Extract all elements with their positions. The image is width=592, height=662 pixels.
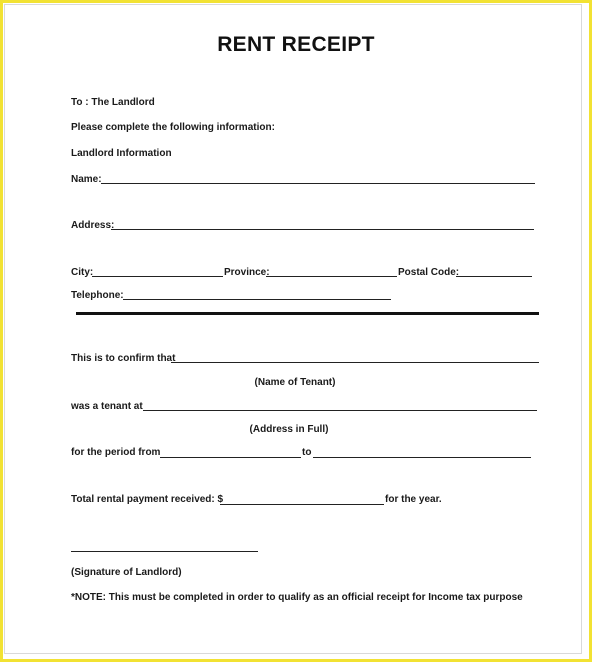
address-field[interactable] bbox=[111, 229, 534, 230]
name-of-tenant-caption: (Name of Tenant) bbox=[254, 377, 336, 388]
city-field[interactable] bbox=[92, 276, 223, 277]
telephone-field[interactable] bbox=[123, 299, 391, 300]
note-text: *NOTE: This must be completed in order to qualify as an official receipt for Income tax purpose bbox=[71, 592, 523, 603]
postal-code-field[interactable] bbox=[456, 276, 532, 277]
address-label: Address: bbox=[71, 220, 115, 231]
signature-caption: (Signature of Landlord) bbox=[71, 567, 182, 578]
address-in-full-caption: (Address in Full) bbox=[249, 424, 329, 435]
period-from-field[interactable] bbox=[160, 457, 301, 458]
period-to-field[interactable] bbox=[313, 457, 531, 458]
landlord-info-heading: Landlord Information bbox=[71, 148, 172, 159]
name-label: Name: bbox=[71, 174, 102, 185]
section-divider bbox=[76, 312, 539, 315]
city-label: City: bbox=[71, 267, 94, 278]
postal-code-label: Postal Code: bbox=[398, 267, 460, 278]
name-field[interactable] bbox=[101, 183, 535, 184]
confirm-intro-label: This is to confirm that bbox=[71, 353, 176, 364]
to-landlord-line: To : The Landlord bbox=[71, 97, 155, 108]
total-payment-field[interactable] bbox=[220, 504, 384, 505]
instruction-text: Please complete the following information: bbox=[71, 122, 275, 133]
for-the-year-label: for the year. bbox=[385, 494, 442, 505]
province-label: Province: bbox=[224, 267, 270, 278]
tenant-address-field[interactable] bbox=[143, 410, 537, 411]
telephone-label: Telephone: bbox=[71, 290, 124, 301]
tenant-name-field[interactable] bbox=[171, 362, 539, 363]
period-to-label: to bbox=[302, 447, 312, 458]
tenant-at-label: was a tenant at bbox=[71, 401, 143, 412]
period-from-label: for the period from bbox=[71, 447, 161, 458]
total-payment-label: Total rental payment received: $ bbox=[71, 494, 224, 505]
province-field[interactable] bbox=[266, 276, 397, 277]
signature-field[interactable] bbox=[71, 551, 258, 552]
document-title: RENT RECEIPT bbox=[217, 33, 375, 56]
